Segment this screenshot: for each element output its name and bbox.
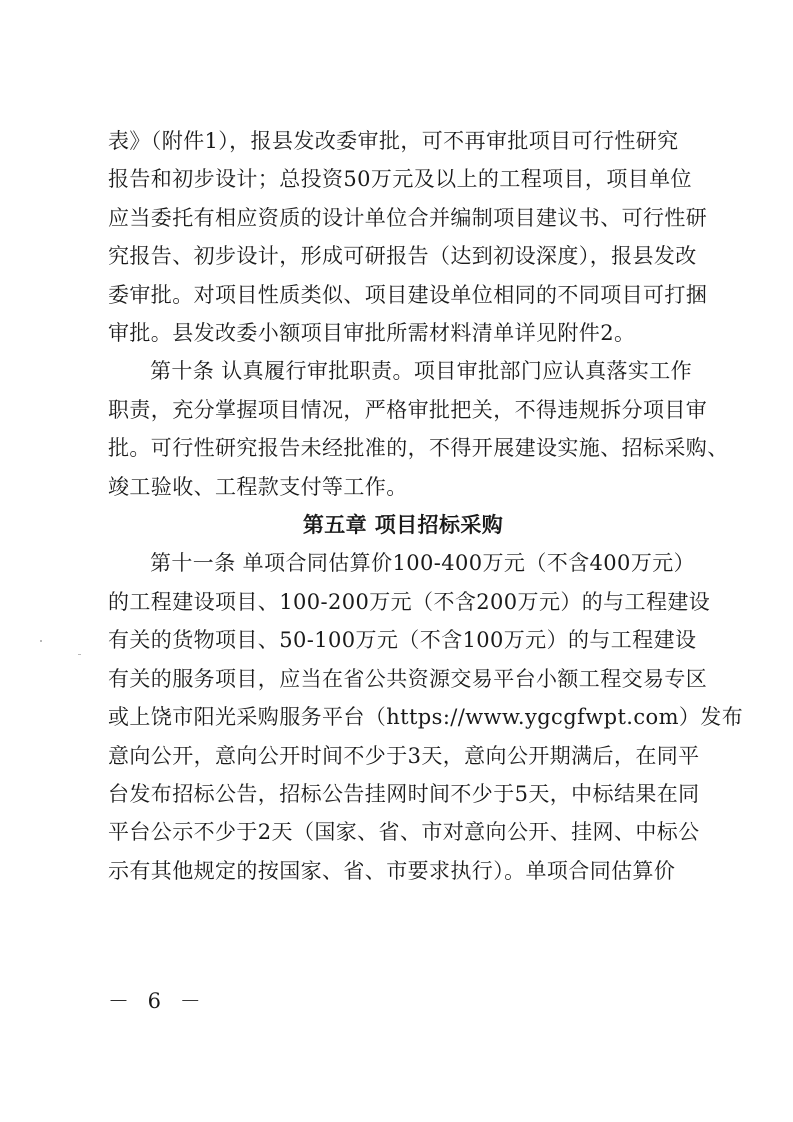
text-line: 委审批。对项目性质类似、项目建设单位相同的不同项目可打捆 [108,282,708,307]
text-line: 意向公开，意向公开时间不少于3天，意向公开期满后，在同平 [108,743,700,768]
text-line: 究报告、初步设计，形成可研报告（达到初设深度），报县发改 [108,244,697,269]
chapter-heading: 第五章 项目招标采购 [302,513,504,538]
scan-speck [40,640,42,642]
page-number: － 6 － [108,989,207,1013]
text-line: 批。可行性研究报告未经批准的，不得开展建设实施、招标采购、 [108,436,729,461]
text-line: 审批。县发改委小额项目审批所需材料清单详见附件2。 [108,321,636,346]
text-line: 应当委托有相应资质的设计单位合并编制项目建议书、可行性研 [108,205,708,230]
text-line: 台发布招标公告，招标公告挂网时间不少于5天，中标结果在同 [108,781,700,806]
scan-speck [78,654,81,655]
text-line: 平台公示不少于2天（国家、省、市对意向公开、挂网、中标公 [108,820,700,845]
document-body [108,122,744,890]
text-line: 有关的服务项目，应当在省公共资源交易平台小额工程交易专区 [108,666,708,691]
text-line: 有关的货物项目、50-100万元（不含100万元）的与工程建设 [108,628,697,653]
text-line: 示有其他规定的按国家、省、市要求执行）。单项合同估算价 [108,858,676,883]
text-line: 的工程建设项目、100-200万元（不含200万元）的与工程建设 [108,589,711,614]
article-11-line: 第十一条 单项合同估算价100-400万元（不含400万元） [150,551,696,576]
text-line: 或上饶市阳光采购服务平台（https://www.ygcgfwpt.com）发布 [108,705,744,730]
text-line: 表》（附件1），报县发改委审批，可不再审批项目可行性研究 [108,129,679,153]
article-10-line: 第十条 认真履行审批职责。项目审批部门应认真落实工作 [150,359,693,384]
text-line: 竣工验收、工程款支付等工作。 [108,474,408,499]
text-line: 报告和初步设计；总投资50万元及以上的工程项目，项目单位 [108,167,692,192]
text-line: 职责，充分掌握项目情况，严格审批把关，不得违规拆分项目审 [108,397,708,422]
